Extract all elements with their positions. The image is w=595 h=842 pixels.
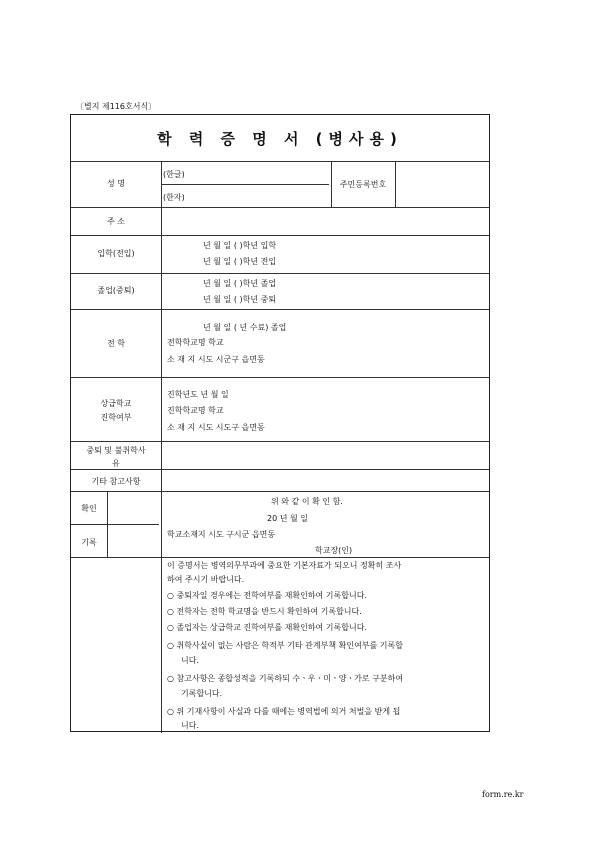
higher-line1: 진학년도 년 월 일 <box>167 390 229 399</box>
graduation-label: 졸업(중퇴) <box>97 286 135 295</box>
confirm-column-divider <box>107 491 108 557</box>
higher-school-label-2: 진학여부 <box>100 413 132 422</box>
name-inner-divider <box>161 184 329 185</box>
notes-item-cont: 니다. <box>181 721 199 730</box>
graduation-line1: 년 월 일 ( )학년 졸업 <box>203 279 277 288</box>
name-korean-label: (한글) <box>163 170 185 179</box>
advance-line3: 소 재 지 시도 시군구 읍면동 <box>167 355 265 364</box>
advance-line2: 전학학교명 학교 <box>167 338 224 347</box>
confirm-label: 확인 <box>81 504 97 513</box>
row-divider <box>71 441 489 442</box>
confirm-inner-divider <box>71 524 159 525</box>
notes-line: 하여 주시기 바랍니다. <box>167 575 245 584</box>
notes-item: ○ 전학자는 전학 학교명을 반드시 확인하여 기록합니다. <box>167 607 362 616</box>
entrance-line2: 년 월 일 ( )학년 전입 <box>203 257 277 266</box>
entrance-line1: 년 월 일 ( )학년 입학 <box>203 241 277 250</box>
confirm-statement: 위 와 같 이 확 인 함. <box>271 497 343 506</box>
notes-item: ○ 중퇴자일 경우에는 전학여부를 재확인하여 기록합니다. <box>167 591 367 600</box>
higher-school-label: 상급학교 <box>100 399 132 408</box>
graduation-line2: 년 월 일 ( )학년 중퇴 <box>203 295 277 304</box>
notes-item-cont: 니다. <box>181 656 199 665</box>
notes-item: ○ 위 기재사항이 사실과 다를 때에는 병역법에 의거 처벌을 받게 됩 <box>167 707 401 716</box>
row-divider <box>71 377 489 378</box>
label-column-divider <box>161 161 162 733</box>
notes-item: ○ 취학사실이 없는 사람은 학적부 기타 관계부책 확인여부를 기록합 <box>167 641 403 650</box>
remarks-label: 기타 참고사항 <box>91 477 141 486</box>
higher-line3: 소 재 지 시도 시도구 읍면동 <box>167 423 265 432</box>
confirm-school-location: 학교소재지 시도 구시군 읍면동 <box>167 530 276 539</box>
row-divider <box>71 207 489 208</box>
address-label: 주 소 <box>107 217 125 226</box>
page-title: 학 력 증 명 서 (병사용) <box>157 130 403 148</box>
higher-line2: 진학학교명 학교 <box>167 406 224 415</box>
notes-item-cont: 기록합니다. <box>181 689 223 698</box>
advance-label: 전 학 <box>107 339 125 348</box>
footer-site: form.re.kr <box>482 790 524 799</box>
school-principal-seal: 학교장(인) <box>315 546 353 555</box>
row-divider <box>71 491 489 492</box>
advance-line1: 년 월 일 ( 년 수료) 졸업 <box>203 323 287 332</box>
form-number-label: 〔별지 제116호서식〕 <box>76 102 157 111</box>
notes-line: 이 증명서는 병역의무부과에 중요한 기본자료가 되오니 정확히 조사 <box>167 561 402 570</box>
dropout-reason-label-2: 유 <box>112 459 120 468</box>
record-label: 기록 <box>81 538 97 547</box>
row-divider <box>71 273 489 274</box>
row-divider <box>71 161 489 162</box>
notes-item: ○ 참고사항은 종합성적을 기록하되 수ㆍ우ㆍ미ㆍ양ㆍ가로 구분하여 <box>167 674 404 683</box>
row-divider <box>71 557 489 558</box>
row-divider <box>71 309 489 310</box>
certificate-form <box>70 114 490 732</box>
row-divider <box>71 469 489 470</box>
dropout-reason-label: 중퇴 및 불취학사 <box>86 446 146 455</box>
confirm-date: 20 년 월 일 <box>267 514 308 523</box>
rrn-label: 주민등록번호 <box>339 180 387 189</box>
notes-item: ○ 졸업자는 상급학교 진학여부를 재확인하여 기록합니다. <box>167 623 367 632</box>
rrn-label-right-divider <box>395 161 396 207</box>
entrance-label: 입학(전입) <box>97 249 135 258</box>
name-label: 성 명 <box>107 179 125 188</box>
row-divider <box>71 235 489 236</box>
name-hanja-label: (한자) <box>163 193 185 202</box>
